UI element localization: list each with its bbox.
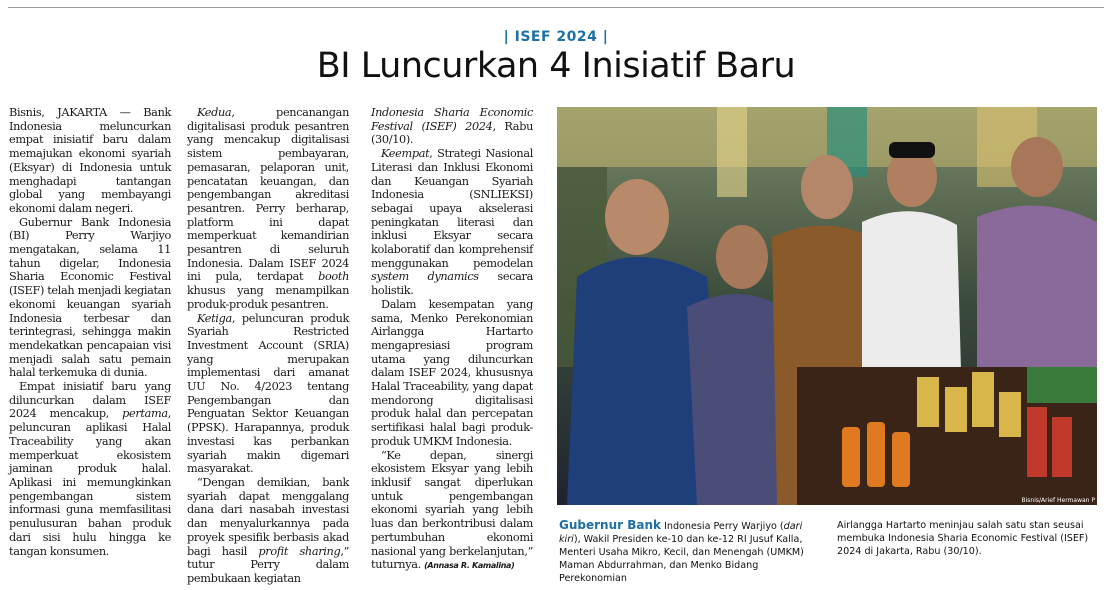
paragraph: Indonesia Sharia Economic Festival (ISEF) 2024, Rabu (30/10).	[371, 106, 534, 147]
caption-lead: Gubernur Bank	[559, 518, 661, 532]
paragraph: Kedua, pencanangan digitalisasi produk pesantren yang mencakup digitalisasi sistem pembayaran, pemasaran, pelaporan unit, pencatatan keuangan, dan pengembangan akreditasi pesantren. Perry berharap, platform ini dapat memperkuat kemandirian pesantren di seluruh Indonesia. Dalam ISEF 2024 ini pula, terdapat booth khusus yang menampilkan produk-produk pesantren.	[187, 106, 349, 311]
news-photo	[557, 107, 1097, 505]
article-column-2	[187, 106, 349, 586]
byline: (Annasa R. Kamalina)	[424, 561, 515, 571]
paragraph: Bisnis, JAKARTA — Bank Indonesia meluncurkan empat inisiatif baru dalam memajukan ekonomi syariah (Eksyar) di Indonesia untuk menghadapi tantangan global yang membayangi ekonomi dalam negeri.	[9, 106, 171, 215]
paragraph: Ketiga, peluncuran produk Syariah Restricted Investment Account (SRIA) yang merupakan implementasi dari amanat UU No. 4/2023 tentang Pengembangan dan Penguatan Sektor Keuangan (PPSK). Harapannya, produk investasi kas perbankan syariah makin digemari masyarakat.	[187, 311, 349, 476]
paragraph: Gubernur Bank Indonesia (BI) Perry Warjiyo mengatakan, selama 11 tahun digelar, Indonesia Sharia Economic Festival (ISEF) telah menjadi kegiatan ekonomi keuangan syariah Indonesia terbesar dan terintegrasi, sehingga makin mendekatkan pencapaian visi menjadi salah satu pemain halal terkemuka di dunia.	[9, 215, 171, 380]
paragraph: “Ke depan, sinergi ekosistem Eksyar yang lebih inklusif sangat diperlukan untuk pengembangan ekonomi syariah yang lebih luas dan berkontribusi dalam pertumbuhan ekonomi nasional yang berkelanjutan,” tuturnya. (Annasa R. Kamalina)	[371, 448, 533, 572]
headline: BI Luncurkan 4 Inisiatif Baru	[316, 46, 796, 86]
article-column-1	[9, 106, 171, 558]
paragraph: “Dengan demikian, bank syariah dapat menggalang dana dari nasabah investasi dan menyalurkannya pada proyek spesifik berbasis akad bagi hasil profit sharing,” tutur Perry dalam pembukaan kegiatan	[187, 475, 349, 585]
article-column-3	[371, 106, 533, 573]
photo-illustration	[557, 107, 1097, 505]
paragraph: Dalam kesempatan yang sama, Menko Perekonomian Airlangga Hartarto mengapresiasi program utama yang diluncurkan dalam ISEF 2024, khususnya Halal Traceability, yang dapat mendorong digitalisasi produk halal dan percepatan sertifikasi halal bagi produk-produk UMKM Indonesia.	[371, 297, 533, 448]
photo-credit: Bisnis/Arief Hermawan P	[1021, 497, 1095, 504]
section-kicker: | ISEF 2024 |	[503, 29, 609, 45]
paragraph: Empat inisiatif baru yang diluncurkan dalam ISEF 2024 mencakup, pertama, peluncuran aplikasi Halal Traceability yang akan memperkuat ekosistem jaminan produk halal. Aplikasi ini memungkinkan pengembangan sistem informasi guna memfasilitasi penulusuran bahan produk dari sisi hulu hingga ke tangan konsumen.	[9, 380, 171, 558]
caption-left: Gubernur Bank Indonesia Perry Warjiyo (dari kiri), Wakil Presiden ke-10 dan ke-12 RI Jusuf Kalla, Menteri Usaha Mikro, Kecil, dan Menengah (UMKM) Maman Abdurrahman, dan Menko Bidang Perekonomian	[559, 518, 804, 584]
paragraph: Keempat, Strategi Nasional Literasi dan Inklusi Ekonomi dan Keuangan Syariah Indonesia (SNLIEKSI) sebagai upaya akselerasi peningkatan literasi dan inklusi Eksyar secara kolaboratif dan komprehensif menggunakan pemodelan system dynamics secara holistik.	[371, 147, 533, 298]
top-rule	[8, 7, 1104, 8]
caption-right: Airlangga Hartarto meninjau salah satu stan seusai membuka Indonesia Sharia Economic Festival (ISEF) 2024 di Jakarta, Rabu (30/10).	[837, 520, 1089, 557]
